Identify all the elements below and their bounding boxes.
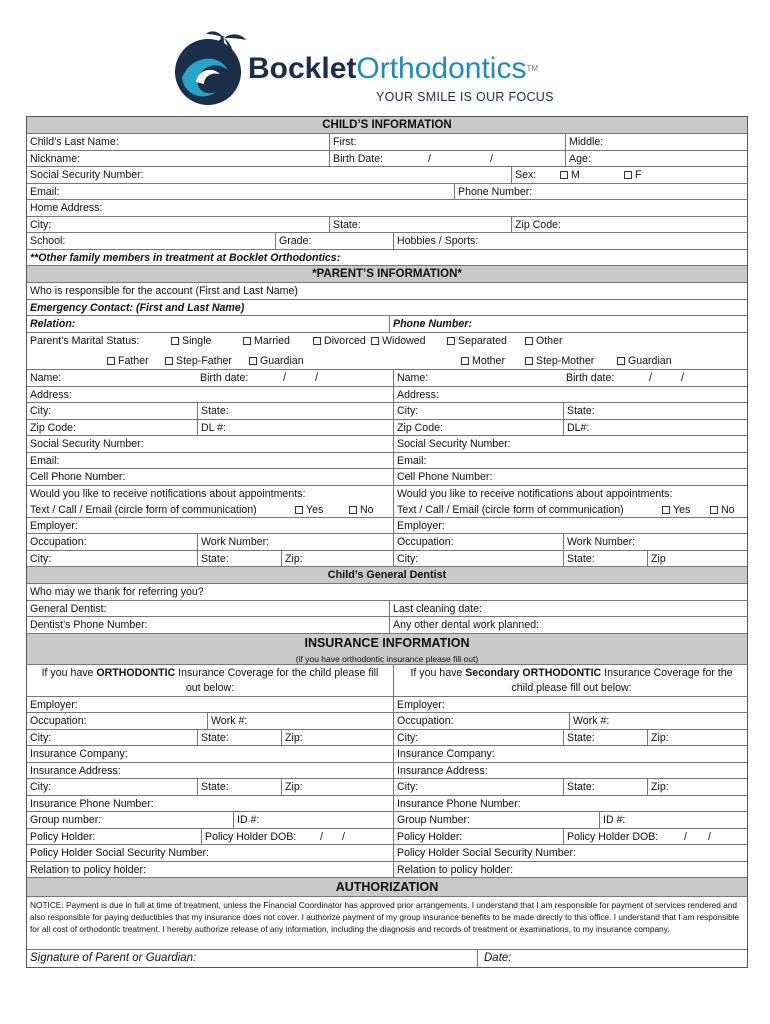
checkbox-icon — [662, 506, 670, 514]
child-first-name-field[interactable]: First: — [329, 134, 565, 150]
signature-field[interactable]: Signature of Parent or Guardian: — [30, 952, 197, 964]
tagline: YOUR SMILE IS OUR FOCUS — [376, 90, 554, 104]
marital-option-separated[interactable] — [447, 333, 507, 349]
checkbox-icon — [171, 337, 179, 345]
ins2-company-field[interactable]: Insurance Company: — [393, 746, 749, 762]
parent2-name-field[interactable]: Name: — [393, 370, 563, 386]
checkbox-icon — [165, 357, 173, 365]
row-parent-employer — [27, 518, 747, 535]
notify-no-option[interactable] — [710, 502, 735, 517]
parent2-work-state-field[interactable]: State: — [563, 551, 647, 567]
row-parent-work-city — [27, 551, 747, 568]
trademark: TM — [526, 64, 539, 73]
ins1-group-field[interactable]: Group number: — [30, 814, 102, 826]
row-marital — [27, 333, 747, 350]
intro-bold: Secondary ORTHODONTIC — [465, 666, 602, 679]
row-ins-holder-ssn — [27, 845, 747, 862]
parent2-birth-date-field[interactable] — [563, 370, 749, 386]
role-label: Guardian — [628, 355, 672, 367]
parent2-cell-field[interactable]: Cell Phone Number: — [393, 469, 749, 485]
notify-no-option[interactable] — [349, 502, 374, 517]
checkbox-icon — [107, 357, 115, 365]
role-stepmother-option[interactable] — [525, 353, 594, 369]
row-child-school — [27, 233, 747, 250]
parent1-ssn-field[interactable]: Social Security Number: — [30, 438, 144, 450]
date-slash: / — [342, 830, 345, 843]
section-header-dentist: Child’s General Dentist — [27, 567, 747, 584]
general-dentist-field[interactable]: General Dentist: — [30, 602, 107, 615]
referral-field[interactable]: Who may we thank for referring you? — [30, 586, 204, 598]
ins2-address-state-field[interactable]: State: — [563, 779, 647, 795]
parent2-city-field[interactable]: City: — [393, 403, 563, 419]
intro-text: Insurance Coverage for the child please fill out below: — [511, 666, 733, 694]
dentist-phone-field[interactable]: Dentist’s Phone Number: — [30, 619, 148, 631]
child-city-field[interactable]: City: — [30, 218, 52, 231]
checkbox-icon — [313, 337, 321, 345]
row-emergency — [27, 300, 747, 317]
ins2-occupation-field[interactable]: Occupation: — [393, 713, 569, 729]
notify-question: Would you like to receive notifications about appointments: — [30, 487, 306, 500]
role-father-option[interactable] — [107, 353, 149, 369]
row-roles — [27, 349, 747, 370]
checkbox-icon — [525, 337, 533, 345]
date-slash: / — [708, 830, 711, 843]
parent1-zip-field[interactable]: Zip Code: — [30, 421, 76, 434]
row-ins-holder — [27, 829, 747, 846]
parent2-occupation-field[interactable]: Occupation: — [393, 534, 563, 550]
marital-option-label: Separated — [458, 334, 507, 347]
notify-method[interactable]: Text / Call / Email (circle form of communication) — [30, 503, 257, 516]
role-label: Step-Father — [176, 355, 232, 367]
parent2-employer-field[interactable]: Employer: — [393, 518, 749, 534]
notify-yes-option[interactable] — [662, 502, 690, 517]
ins1-relation-field[interactable]: Relation to policy holder: — [30, 863, 147, 876]
role-label: Mother — [472, 355, 505, 367]
intro-bold: ORTHODONTIC — [96, 666, 176, 679]
row-parent-occupation — [27, 534, 747, 551]
parent1-birth-date-field[interactable] — [197, 370, 389, 386]
section-header-child: CHILD’S INFORMATION — [27, 117, 747, 134]
date-slash: / — [649, 372, 652, 384]
row-ins-address — [27, 763, 747, 780]
section-header-insurance: INSURANCE INFORMATION — [27, 634, 747, 653]
role-stepfather-option[interactable] — [165, 353, 232, 369]
registration-form — [26, 116, 748, 968]
ins1-holder-field[interactable]: Policy Holder: — [30, 830, 96, 843]
row-ins-relation — [27, 862, 747, 879]
child-age-field[interactable]: Age: — [565, 151, 749, 167]
section-header-parent: *PARENT’S INFORMATION* — [27, 266, 747, 283]
parent1-employer-field[interactable]: Employer: — [30, 519, 78, 532]
child-school-field[interactable]: School: — [30, 235, 66, 247]
sex-label: Sex: — [515, 169, 537, 181]
child-middle-name-field[interactable]: Middle: — [565, 134, 749, 150]
ins2-address-city-field[interactable]: City: — [393, 779, 563, 795]
marital-option-other[interactable] — [525, 333, 563, 349]
child-hobbies-field[interactable]: Hobbies / Sports: — [393, 233, 749, 249]
parent1-work-zip-field[interactable]: Zip: — [281, 551, 393, 567]
checkbox-icon — [461, 357, 469, 365]
row-parent-zip — [27, 420, 747, 437]
ins1-phone-field[interactable]: Insurance Phone Number: — [30, 797, 154, 810]
row-child-city — [27, 217, 747, 234]
parent2-work-number-field[interactable]: Work Number: — [563, 534, 749, 550]
row-parent-cell — [27, 469, 747, 486]
row-relation — [27, 316, 747, 333]
date-slash: / — [681, 372, 684, 384]
insurance-secondary-intro — [393, 665, 749, 696]
brand-name — [248, 54, 538, 84]
row-responsible — [27, 283, 747, 300]
checkbox-icon — [560, 171, 568, 179]
parent2-work-city-field[interactable]: City: — [393, 551, 563, 567]
ins1-address-field[interactable]: Insurance Address: — [30, 764, 121, 777]
ins1-address-zip-field[interactable]: Zip: — [281, 779, 393, 795]
ins2-address-field[interactable]: Insurance Address: — [393, 763, 749, 779]
ins2-holder-field[interactable]: Policy Holder: — [393, 829, 563, 845]
parent1-name-field[interactable]: Name: — [30, 372, 62, 384]
emergency-contact-field[interactable]: Emergency Contact: (First and Last Name) — [30, 301, 245, 314]
child-zip-field[interactable]: Zip Code: — [511, 217, 749, 233]
ins1-holder-dob-field[interactable] — [201, 829, 393, 845]
wave-palm-logo-icon — [172, 26, 248, 114]
child-sex-field — [511, 167, 749, 183]
ins2-state-field[interactable]: State: — [563, 730, 647, 746]
row-ins-company — [27, 746, 747, 763]
date-slash: / — [428, 152, 431, 165]
row-ins-employer — [27, 697, 747, 714]
ins1-holder-ssn-field[interactable]: Policy Holder Social Security Number: — [30, 847, 209, 859]
parent2-address-field[interactable]: Address: — [393, 387, 749, 403]
ins1-address-city-field[interactable]: City: — [30, 781, 52, 793]
row-parent-notify — [27, 486, 747, 518]
marital-option-label: Widowed — [382, 334, 426, 347]
row-child-nickname — [27, 151, 747, 168]
sex-f-option[interactable] — [624, 167, 641, 183]
ins2-relation-field[interactable]: Relation to policy holder: — [393, 862, 749, 878]
holder-dob-label: Policy Holder DOB: — [567, 830, 659, 843]
parent1-notify-field — [27, 486, 393, 517]
parent1-city-field[interactable]: City: — [30, 405, 52, 417]
child-grade-field[interactable]: Grade: — [275, 233, 393, 249]
other-family-field[interactable]: **Other family members in treatment at Bocklet Orthodontics: — [30, 251, 341, 264]
parent1-state-field[interactable]: State: — [197, 403, 393, 419]
notify-yes-option[interactable] — [295, 502, 323, 517]
row-referral — [27, 584, 747, 601]
marital-option-widowed[interactable] — [371, 333, 426, 349]
marital-option-label: Married — [254, 334, 290, 347]
role-guardian-right-option[interactable] — [617, 353, 672, 369]
row-ins-address-city — [27, 779, 747, 796]
intro-text: Insurance Coverage for the child please fill out below: — [175, 666, 379, 694]
checkbox-icon — [447, 337, 455, 345]
marital-option-divorced[interactable] — [313, 333, 366, 349]
date-slash: / — [320, 830, 323, 843]
row-dentist-phone — [27, 617, 747, 634]
ins2-work-field[interactable]: Work #: — [569, 713, 749, 729]
brand-light: Orthodontics — [356, 52, 527, 85]
yes-label: Yes — [306, 503, 324, 516]
checkbox-icon — [295, 506, 303, 514]
ins2-group-field[interactable]: Group Number: — [393, 812, 599, 828]
ins1-zip-field[interactable]: Zip: — [281, 730, 393, 746]
child-ssn-field[interactable]: Social Security Number: — [30, 169, 144, 181]
sex-m-option[interactable] — [560, 167, 580, 183]
row-ins-phone — [27, 796, 747, 813]
relation-field[interactable]: Relation: — [30, 318, 76, 330]
parent2-work-zip-field[interactable]: Zip — [647, 551, 749, 567]
parent1-work-number-field[interactable]: Work Number: — [197, 534, 393, 550]
no-label: No — [360, 503, 374, 516]
date-slash: / — [283, 372, 286, 384]
role-label: Step-Mother — [536, 355, 595, 367]
insurance-primary-intro — [27, 665, 393, 696]
intro-text: If you have — [410, 666, 466, 679]
birth-date-label: Birth date: — [566, 372, 615, 384]
parent2-dl-field[interactable]: DL#: — [563, 420, 749, 436]
parent1-work-city-field[interactable]: City: — [30, 552, 52, 565]
row-ins-city — [27, 730, 747, 747]
child-state-field[interactable]: State: — [329, 217, 511, 233]
date-slash: / — [490, 152, 493, 165]
checkbox-icon — [525, 357, 533, 365]
row-parent-address — [27, 387, 747, 404]
parent2-email-field[interactable]: Email: — [393, 453, 749, 469]
ins2-holder-dob-field[interactable] — [563, 829, 749, 845]
row-signature — [27, 950, 747, 967]
child-home-address-field[interactable]: Home Address: — [30, 202, 103, 214]
child-email-field[interactable]: Email: — [30, 185, 60, 198]
authorization-notice: NOTICE: Payment is due in full at time of treatment, unless the Financial Coordinator has approved prior arrangements. I understand that I am responsible for payment of services rendered and also responsible for paying deductibles that my insurance does not cover. I authorize payment of my group insurance benefits to be made directly to this office. I understand that I am responsible for all cost of orthodontic treatment. I hereby authorize release of any information, including the diagnosis and records of treatment or examinations, to my insurance company. — [27, 897, 747, 950]
ins1-work-field[interactable]: Work #: — [207, 713, 393, 729]
marital-status-label: Parent’s Marital Status: — [30, 334, 140, 347]
child-last-name-field[interactable]: Child’s Last Name: — [30, 136, 119, 148]
ins2-employer-field[interactable]: Employer: — [393, 697, 749, 713]
role-mother-option[interactable] — [461, 353, 505, 369]
notify-method[interactable]: Text / Call / Email (circle form of communication) — [397, 503, 624, 516]
ins2-zip-field[interactable]: Zip: — [647, 730, 749, 746]
holder-dob-label: Policy Holder DOB: — [205, 830, 297, 843]
birth-date-label: Birth date: — [200, 372, 249, 384]
row-child-address — [27, 200, 747, 217]
parent1-cell-field[interactable]: Cell Phone Number: — [30, 471, 126, 483]
parent2-notify-field — [393, 486, 749, 517]
ins1-city-field[interactable]: City: — [30, 731, 52, 744]
ins1-id-field[interactable]: ID #: — [233, 812, 393, 828]
checkbox-icon — [617, 357, 625, 365]
ins1-occupation-field[interactable]: Occupation: — [30, 715, 87, 727]
date-slash: / — [684, 830, 687, 843]
parent2-zip-field[interactable]: Zip Code: — [393, 420, 563, 436]
row-ins-occupation — [27, 713, 747, 730]
row-child-ssn — [27, 167, 747, 184]
notify-question: Would you like to receive notifications about appointments: — [397, 487, 673, 500]
ins2-city-field[interactable]: City: — [393, 730, 563, 746]
ins2-phone-field[interactable]: Insurance Phone Number: — [393, 796, 749, 812]
brand-logo — [172, 26, 602, 114]
marital-option-single[interactable] — [171, 333, 211, 349]
checkbox-icon — [349, 506, 357, 514]
intro-text: If you have — [41, 666, 97, 679]
row-child-email — [27, 184, 747, 201]
parent1-dl-field[interactable]: DL #: — [197, 420, 393, 436]
row-child-name — [27, 134, 747, 151]
row-parent-ssn — [27, 436, 747, 453]
marital-option-label: Divorced — [324, 334, 366, 347]
parent1-work-state-field[interactable]: State: — [197, 551, 281, 567]
sex-m-label: M — [571, 169, 580, 181]
marital-option-married[interactable] — [243, 333, 290, 349]
row-parent-city — [27, 403, 747, 420]
no-label: No — [721, 503, 735, 516]
checkbox-icon — [249, 357, 257, 365]
ins2-address-zip-field[interactable]: Zip: — [647, 779, 749, 795]
parent1-address-field[interactable]: Address: — [30, 388, 72, 401]
yes-label: Yes — [673, 503, 691, 516]
section-header-authorization: AUTHORIZATION — [27, 878, 747, 897]
parent2-ssn-field[interactable]: Social Security Number: — [393, 436, 749, 452]
parent1-occupation-field[interactable]: Occupation: — [30, 536, 87, 548]
ins2-holder-ssn-field[interactable]: Policy Holder Social Security Number: — [393, 845, 749, 861]
ins1-address-state-field[interactable]: State: — [197, 779, 281, 795]
role-label: Guardian — [260, 355, 304, 367]
child-phone-field[interactable]: Phone Number: — [454, 184, 749, 200]
sex-f-label: F — [635, 169, 642, 181]
responsible-party-field[interactable]: Who is responsible for the account (First and Last Name) — [30, 285, 298, 297]
role-label: Father — [118, 355, 149, 367]
row-insurance-intro — [27, 665, 747, 697]
role-guardian-left-option[interactable] — [249, 353, 304, 369]
checkbox-icon — [371, 337, 379, 345]
checkbox-icon — [710, 506, 718, 514]
insurance-subtitle: (if you have orthodontic insurance please fill out) — [27, 653, 747, 665]
parent1-email-field[interactable]: Email: — [30, 454, 60, 467]
brand-bold: Bocklet — [248, 52, 357, 85]
birth-date-label: Birth Date: — [333, 152, 384, 165]
marital-option-label: Other — [536, 334, 563, 347]
date-field[interactable]: Date: — [477, 950, 749, 967]
date-slash: / — [315, 372, 318, 384]
other-dental-work-field[interactable]: Any other dental work planned: — [389, 617, 749, 633]
row-other-family — [27, 250, 747, 267]
row-parent-email — [27, 453, 747, 470]
row-general-dentist — [27, 601, 747, 618]
row-ins-group — [27, 812, 747, 829]
parent2-state-field[interactable]: State: — [563, 403, 749, 419]
marital-option-label: Single — [182, 334, 212, 347]
checkbox-icon — [624, 171, 632, 179]
checkbox-icon — [243, 337, 251, 345]
emergency-phone-field[interactable]: Phone Number: — [389, 316, 749, 332]
ins2-id-field[interactable]: ID #: — [599, 812, 749, 828]
child-birth-date-field[interactable] — [329, 151, 565, 167]
ins1-employer-field[interactable]: Employer: — [30, 698, 78, 711]
last-cleaning-field[interactable]: Last cleaning date: — [389, 601, 749, 617]
ins1-company-field[interactable]: Insurance Company: — [30, 748, 128, 760]
ins1-state-field[interactable]: State: — [197, 730, 281, 746]
row-parent-name — [27, 370, 747, 387]
child-nickname-field[interactable]: Nickname: — [30, 152, 81, 165]
